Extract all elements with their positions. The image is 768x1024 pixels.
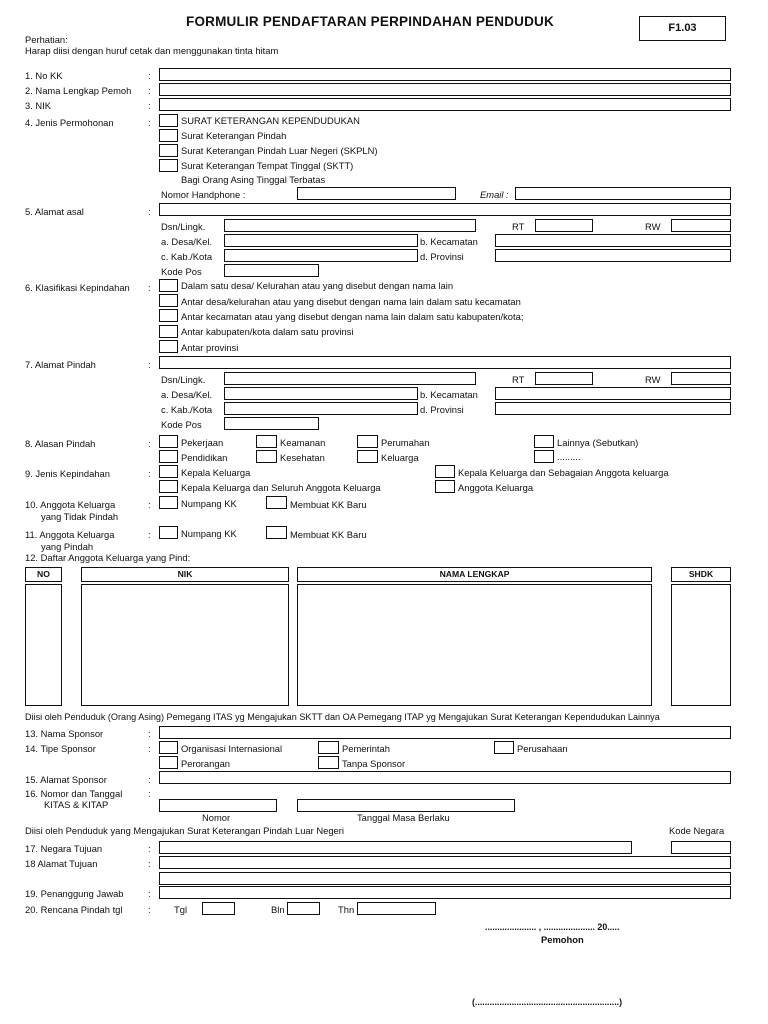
pindah-provinsi-input[interactable] — [495, 402, 731, 415]
colon: : — [148, 468, 151, 479]
label-penanggung-jawab: 19. Penanggung Jawab — [25, 888, 124, 899]
alamat-asal-input[interactable] — [159, 203, 731, 216]
alamat-sponsor-input[interactable] — [159, 771, 731, 784]
option-kk-sebagian: Kepala Keluarga dan Sebagaian Anggota keluarga — [458, 467, 669, 478]
asal-kodepos-input[interactable] — [224, 264, 319, 277]
form-title: FORMULIR PENDAFTARAN PERPINDAHAN PENDUDUK — [186, 14, 554, 29]
label-kitas-tanggal: Tanggal Masa Berlaku — [357, 812, 450, 823]
option-lainnya: Lainnya (Sebutkan) — [557, 437, 639, 448]
label-nik: 3. NIK — [25, 100, 52, 111]
option-perumahan: Perumahan — [381, 437, 430, 448]
nama-sponsor-input[interactable] — [159, 726, 731, 739]
checkbox-perumahan[interactable] — [357, 435, 378, 448]
option-klasifikasi-5: Antar provinsi — [181, 342, 239, 353]
form-code-box: F1.03 — [639, 16, 726, 41]
table-column-nik[interactable] — [81, 584, 289, 706]
label-email: Email : — [480, 189, 509, 200]
option-sktt: Surat Keterangan Tempat Tinggal (SKTT) — [181, 160, 354, 171]
checkbox-tanpa-sponsor[interactable] — [318, 756, 339, 769]
checkbox-kk-seluruh[interactable] — [159, 480, 178, 493]
signature-place-date: ..................... , ..................... 20..... — [485, 922, 620, 932]
label-provinsi: d. Provinsi — [420, 251, 464, 262]
label-klasifikasi: 6. Klasifikasi Kepindahan — [25, 282, 130, 293]
skpln-note: Diisi oleh Penduduk yang Mengajukan Surat Keterangan Pindah Luar Negeri — [25, 825, 344, 836]
penanggung-jawab-input[interactable] — [159, 886, 731, 899]
label-kab: c. Kab./Kota — [161, 251, 213, 262]
label-kode-negara: Kode Negara — [669, 825, 725, 836]
label-tipe-sponsor: 14. Tipe Sponsor — [25, 743, 96, 754]
colon: : — [148, 499, 151, 510]
checkbox-lainnya-2[interactable] — [534, 450, 554, 463]
pindah-rt-input[interactable] — [535, 372, 593, 385]
colon: : — [148, 843, 151, 854]
checkbox-keamanan[interactable] — [256, 435, 277, 448]
label-kecamatan: b. Kecamatan — [420, 236, 478, 247]
asal-desa-input[interactable] — [224, 234, 418, 247]
checkbox-perorangan[interactable] — [159, 756, 178, 769]
pindah-kecamatan-input[interactable] — [495, 387, 731, 400]
checkbox-anggota-keluarga[interactable] — [435, 480, 455, 493]
label-rw: RW — [645, 221, 661, 232]
thn-input[interactable] — [357, 902, 436, 915]
tgl-input[interactable] — [202, 902, 235, 915]
sktt-note: Bagi Orang Asing Tinggal Terbatas — [181, 174, 326, 185]
label-thn: Thn — [338, 904, 355, 915]
label-dsn: Dsn/Lingk. — [161, 374, 206, 385]
checkbox-klasifikasi-2[interactable] — [159, 294, 178, 307]
label-kodepos: Kode Pos — [161, 266, 202, 277]
checkbox-kk-sebagian[interactable] — [435, 465, 455, 478]
label-kitas-kitap: KITAS & KITAP — [44, 799, 109, 810]
colon: : — [148, 728, 151, 739]
label-alamat-pindah: 7. Alamat Pindah — [25, 359, 96, 370]
checkbox-klasifikasi-5[interactable] — [159, 340, 178, 353]
label-jenis-permohonan: 4. Jenis Permohonan — [25, 117, 114, 128]
no-kk-input[interactable] — [159, 68, 731, 81]
checkbox-tidak-pindah-baru[interactable] — [266, 496, 287, 509]
checkbox-perusahaan[interactable] — [494, 741, 514, 754]
colon: : — [148, 117, 151, 128]
asal-provinsi-input[interactable] — [495, 249, 731, 262]
checkbox-klasifikasi-1[interactable] — [159, 279, 178, 292]
notice-title: Perhatian: — [25, 34, 68, 45]
checkbox-skk[interactable] — [159, 114, 178, 127]
colon: : — [148, 85, 151, 96]
option-klasifikasi-4: Antar kabupaten/kota dalam satu provinsi — [181, 326, 354, 337]
label-alasan-pindah: 8. Alasan Pindah — [25, 438, 96, 449]
pindah-rw-input[interactable] — [671, 372, 731, 385]
checkbox-pendidikan[interactable] — [159, 450, 178, 463]
lainnya-dots: ......... — [557, 451, 581, 462]
colon: : — [148, 904, 151, 915]
alamat-tujuan-input-2[interactable] — [159, 872, 731, 885]
option-klasifikasi-2: Antar desa/kelurahan atau yang disebut dengan nama lain dalam satu kecamatan — [181, 296, 521, 307]
label-anggota-pindah-2: yang Pindah — [41, 541, 94, 552]
foreign-note: Diisi oleh Penduduk (Orang Asing) Pemegang ITAS yg Mengajukan SKTT dan OA Pemegang ITAP yg Mengajukan Surat Keterangan Kependudukan Lainnya — [25, 712, 660, 722]
asal-kecamatan-input[interactable] — [495, 234, 731, 247]
table-column-shdk[interactable] — [671, 584, 731, 706]
checkbox-pekerjaan[interactable] — [159, 435, 178, 448]
pindah-dsn-input[interactable] — [224, 372, 476, 385]
label-rw: RW — [645, 374, 661, 385]
label-alamat-tujuan: 18 Alamat Tujuan — [25, 858, 98, 869]
option-keluarga: Keluarga — [381, 452, 419, 463]
checkbox-klasifikasi-4[interactable] — [159, 325, 178, 338]
checkbox-lainnya[interactable] — [534, 435, 554, 448]
label-rencana-pindah: 20. Rencana Pindah tgl — [25, 904, 123, 915]
option-pekerjaan: Pekerjaan — [181, 437, 224, 448]
option-org-internasional: Organisasi Internasional — [181, 743, 283, 754]
alamat-pindah-input[interactable] — [159, 356, 731, 369]
option-kk-seluruh: Kepala Keluarga dan Seluruh Anggota Keluarga — [181, 482, 381, 493]
colon: : — [148, 858, 151, 869]
label-bln: Bln — [271, 904, 285, 915]
table-header-nama: NAMA LENGKAP — [297, 567, 652, 582]
label-anggota-tidak-pindah: 10. Anggota Keluarga — [25, 499, 116, 510]
option-membuat-kk-baru: Membuat KK Baru — [290, 499, 367, 510]
option-anggota-keluarga: Anggota Keluarga — [458, 482, 534, 493]
label-handphone: Nomor Handphone : — [161, 189, 246, 200]
option-klasifikasi-3: Antar kecamatan atau yang disebut dengan nama lain dalam satu kabupaten/kota; — [181, 311, 524, 322]
option-pemerintah: Pemerintah — [342, 743, 390, 754]
label-anggota-pindah: 11. Anggota Keluarga — [25, 529, 115, 540]
nik-input[interactable] — [159, 98, 731, 111]
label-kodepos: Kode Pos — [161, 419, 202, 430]
checkbox-sktt[interactable] — [159, 159, 178, 172]
label-dsn: Dsn/Lingk. — [161, 221, 206, 232]
option-perorangan: Perorangan — [181, 758, 230, 769]
option-numpang-kk: Numpang KK — [181, 498, 237, 509]
kitas-nomor-input[interactable] — [159, 799, 277, 812]
label-nama-sponsor: 13. Nama Sponsor — [25, 728, 104, 739]
checkbox-klasifikasi-3[interactable] — [159, 309, 178, 322]
colon: : — [148, 788, 151, 799]
label-daftar-anggota: 12. Daftar Anggota Keluarga yang Pind: — [25, 552, 191, 563]
label-rt: RT — [512, 374, 525, 385]
option-pendidikan: Pendidikan — [181, 452, 228, 463]
label-desa: a. Desa/Kel. — [161, 389, 213, 400]
handphone-input[interactable] — [297, 187, 456, 200]
label-no-kk: 1. No KK — [25, 70, 63, 81]
bln-input[interactable] — [287, 902, 320, 915]
label-kecamatan: b. Kecamatan — [420, 389, 478, 400]
notice-text: Harap diisi dengan huruf cetak dan menggunakan tinta hitam — [25, 45, 279, 56]
label-alamat-sponsor: 15. Alamat Sponsor — [25, 774, 107, 785]
option-kesehatan: Kesehatan — [280, 452, 325, 463]
table-header-no: NO — [25, 567, 62, 582]
table-column-no[interactable] — [25, 584, 62, 706]
option-skp: Surat Keterangan Pindah — [181, 130, 287, 141]
option-tanpa-sponsor: Tanpa Sponsor — [342, 758, 406, 769]
label-kab: c. Kab./Kota — [161, 404, 213, 415]
checkbox-org-internasional[interactable] — [159, 741, 178, 754]
email-input[interactable] — [515, 187, 731, 200]
label-nama-pemohon: 2. Nama Lengkap Pemoh — [25, 85, 132, 96]
checkbox-tidak-pindah-numpang[interactable] — [159, 496, 178, 509]
colon: : — [148, 774, 151, 785]
nama-pemohon-input[interactable] — [159, 83, 731, 96]
pindah-kab-input[interactable] — [224, 402, 418, 415]
option-membuat-kk-baru: Membuat KK Baru — [290, 529, 367, 540]
label-kitas-nomor: Nomor — [202, 812, 231, 823]
checkbox-keluarga[interactable] — [357, 450, 378, 463]
colon: : — [148, 359, 151, 370]
table-header-nik: NIK — [81, 567, 289, 582]
table-column-nama[interactable] — [297, 584, 652, 706]
kitas-tanggal-input[interactable] — [297, 799, 515, 812]
checkbox-skpln[interactable] — [159, 144, 178, 157]
checkbox-kesehatan[interactable] — [256, 450, 277, 463]
colon: : — [148, 100, 151, 111]
checkbox-pindah-numpang[interactable] — [159, 526, 178, 539]
label-jenis-kepindahan: 9. Jenis Kepindahan — [25, 468, 110, 479]
colon: : — [148, 70, 151, 81]
option-skpln: Surat Keterangan Pindah Luar Negeri (SKPLN) — [181, 145, 378, 156]
pindah-desa-input[interactable] — [224, 387, 418, 400]
option-klasifikasi-1: Dalam satu desa/ Kelurahan atau yang disebut dengan nama lain — [181, 280, 454, 291]
negara-tujuan-input[interactable] — [159, 841, 632, 854]
asal-dsn-input[interactable] — [224, 219, 476, 232]
colon: : — [148, 206, 151, 217]
label-desa: a. Desa/Kel. — [161, 236, 213, 247]
colon: : — [148, 529, 151, 540]
asal-rw-input[interactable] — [671, 219, 731, 232]
checkbox-kepala-keluarga[interactable] — [159, 465, 178, 478]
option-numpang-kk: Numpang KK — [181, 528, 237, 539]
label-rt: RT — [512, 221, 525, 232]
label-alamat-asal: 5. Alamat asal — [25, 206, 84, 217]
alamat-tujuan-input-1[interactable] — [159, 856, 731, 869]
option-kepala-keluarga: Kepala Keluarga — [181, 467, 251, 478]
colon: : — [148, 282, 151, 293]
pindah-kodepos-input[interactable] — [224, 417, 319, 430]
colon: : — [148, 743, 151, 754]
option-skk: SURAT KETERANGAN KEPENDUDUKAN — [181, 115, 360, 126]
table-header-shdk: SHDK — [671, 567, 731, 582]
signature-role: Pemohon — [541, 934, 584, 945]
asal-rt-input[interactable] — [535, 219, 593, 232]
asal-kab-input[interactable] — [224, 249, 418, 262]
label-tgl: Tgl — [174, 904, 188, 915]
checkbox-pemerintah[interactable] — [318, 741, 339, 754]
signature-name-line: (...........................................................) — [472, 997, 623, 1007]
option-perusahaan: Perusahaan — [517, 743, 568, 754]
label-nomor-tanggal: 16. Nomor dan Tanggal — [25, 788, 123, 799]
option-keamanan: Keamanan — [280, 437, 326, 448]
kode-negara-input[interactable] — [671, 841, 731, 854]
colon: : — [148, 888, 151, 899]
label-anggota-tidak-pindah-2: yang Tidak Pindah — [41, 511, 119, 522]
checkbox-pindah-baru[interactable] — [266, 526, 287, 539]
colon: : — [148, 438, 151, 449]
checkbox-skp[interactable] — [159, 129, 178, 142]
label-provinsi: d. Provinsi — [420, 404, 464, 415]
label-negara-tujuan: 17. Negara Tujuan — [25, 843, 103, 854]
